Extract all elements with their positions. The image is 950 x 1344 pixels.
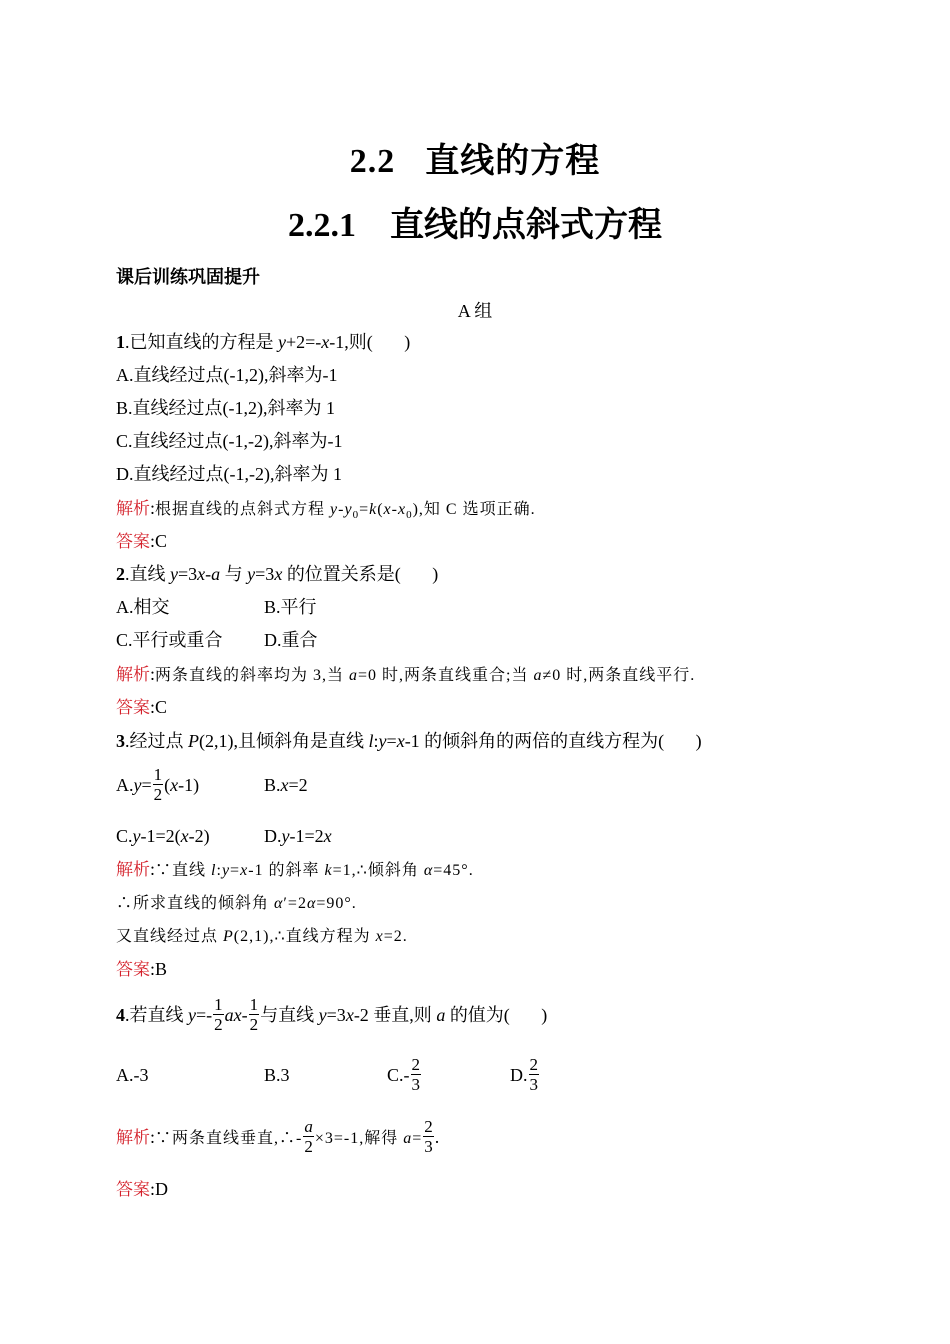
question-3: 3.经过点 P(2,1),且倾斜角是直线 l:y=x-1 的倾斜角的两倍的直线方程为( ) — [116, 731, 702, 751]
q2-solution: 解析:两条直线的斜率均为 3,当 a=0 时,两条直线重合;当 a≠0 时,两条直线平行. — [116, 664, 696, 685]
q2-options-row-1 — [116, 595, 317, 619]
q3-option-a: A.y= $\frac{1}{2}$ (x-1) — [116, 765, 200, 805]
section-number: 2.2.1 — [288, 207, 356, 244]
q4-options-row — [116, 1056, 540, 1096]
q3-option-c: C.y-1=2(x-2) — [116, 826, 210, 846]
answer-value: :C — [150, 531, 168, 551]
chapter-text: 直线的方程 — [425, 143, 601, 180]
section-text: 直线的点斜式方程 — [390, 207, 662, 244]
fraction-two-thirds: $\frac{2}{3}$ — [424, 1117, 433, 1157]
answer-label: 答案 — [116, 532, 150, 552]
question-number: 3 — [116, 731, 125, 751]
fraction-two-thirds: $\frac{2}{3}$ — [529, 1055, 538, 1095]
fraction-one-half: $\frac{1}{2}$ — [214, 995, 223, 1035]
section-title — [0, 197, 950, 246]
q4-option-c: C.- $\frac{2}{3}$ — [387, 1055, 420, 1095]
solution-label: 解析 — [116, 1128, 150, 1148]
q3-option-b: B.x=2 — [264, 775, 308, 795]
q3-solution-line-2: ∴所求直线的倾斜角 α′=2α=90°. — [116, 895, 357, 912]
q3-options-row-2 — [116, 824, 332, 848]
fraction-one-half: $\frac{1}{2}$ — [153, 765, 163, 805]
q4-answer — [116, 1177, 168, 1202]
q1-option-c: C.直线经过点(-1,-2),斜率为-1 — [116, 431, 343, 451]
q3-options-row-1 — [116, 766, 308, 806]
solution-label: 解析 — [116, 499, 150, 519]
q1-answer — [116, 529, 167, 554]
question-2: 2.直线 y=3x-a 与 y=3x 的位置关系是( ) — [116, 564, 439, 584]
chapter-title — [0, 133, 950, 182]
q3-option-d: D.y-1=2x — [264, 826, 332, 846]
solution-label: 解析 — [116, 860, 150, 880]
q1-option-a: A.直线经过点(-1,2),斜率为-1 — [116, 365, 338, 385]
q3-solution-line-3: 又直线经过点 P(2,1),∴直线方程为 x=2. — [116, 928, 408, 945]
q4-option-d: D. $\frac{2}{3}$ — [510, 1055, 538, 1095]
q4-solution: 解析:∵两条直线垂直,∴- $\frac{a}{2}$ ×3=-1,解得 a= $\frac{2}{3}$ . — [116, 1117, 440, 1157]
q2-option-a: A.相交 — [116, 597, 170, 617]
question-number: 1 — [116, 332, 125, 352]
q1-option-b: B.直线经过点(-1,2),斜率为 1 — [116, 398, 335, 418]
q2-option-d: D.重合 — [264, 630, 318, 650]
solution-label: 解析 — [116, 665, 150, 685]
chapter-number: 2.2 — [349, 143, 396, 180]
question-number: 2 — [116, 564, 125, 584]
group-heading: A 组 — [457, 301, 493, 321]
question-1: 1.已知直线的方程是 y+2=-x-1,则( ) — [116, 332, 411, 352]
question-4: 4.若直线 y=- $\frac{1}{2}$ ax- $\frac{1}{2}$ 与直线 y=3x-2 垂直,则 a 的值为( ) — [116, 995, 548, 1035]
q3-solution-line-1: 解析:∵直线 l:y=x-1 的斜率 k=1,∴倾斜角 α=45°. — [116, 859, 474, 880]
q4-option-b: B.3 — [264, 1065, 290, 1085]
exercise-heading: 课后训练巩固提升 — [116, 267, 260, 288]
answer-value: :C — [150, 697, 168, 717]
q3-answer — [116, 957, 167, 982]
q2-option-c: C.平行或重合 — [116, 630, 223, 650]
answer-value: :D — [150, 1179, 168, 1199]
question-number: 4 — [116, 1005, 125, 1025]
q4-option-a: A.-3 — [116, 1065, 149, 1085]
answer-label: 答案 — [116, 1180, 150, 1200]
fraction-one-half: $\frac{1}{2}$ — [249, 995, 259, 1035]
q1-option-d: D.直线经过点(-1,-2),斜率为 1 — [116, 464, 342, 484]
q1-solution: 解析:根据直线的点斜式方程 $y-y_0=k(x-x_0)$,知 C 选项正确. — [116, 498, 536, 522]
q2-options-row-2 — [116, 628, 318, 652]
q2-option-b: B.平行 — [264, 597, 317, 617]
fraction-a-over-2: $\frac{a}{2}$ — [304, 1117, 313, 1157]
q2-answer — [116, 695, 167, 720]
answer-value: :B — [150, 959, 168, 979]
fraction-two-thirds: $\frac{2}{3}$ — [411, 1055, 420, 1095]
answer-label: 答案 — [116, 698, 150, 718]
answer-label: 答案 — [116, 960, 150, 980]
